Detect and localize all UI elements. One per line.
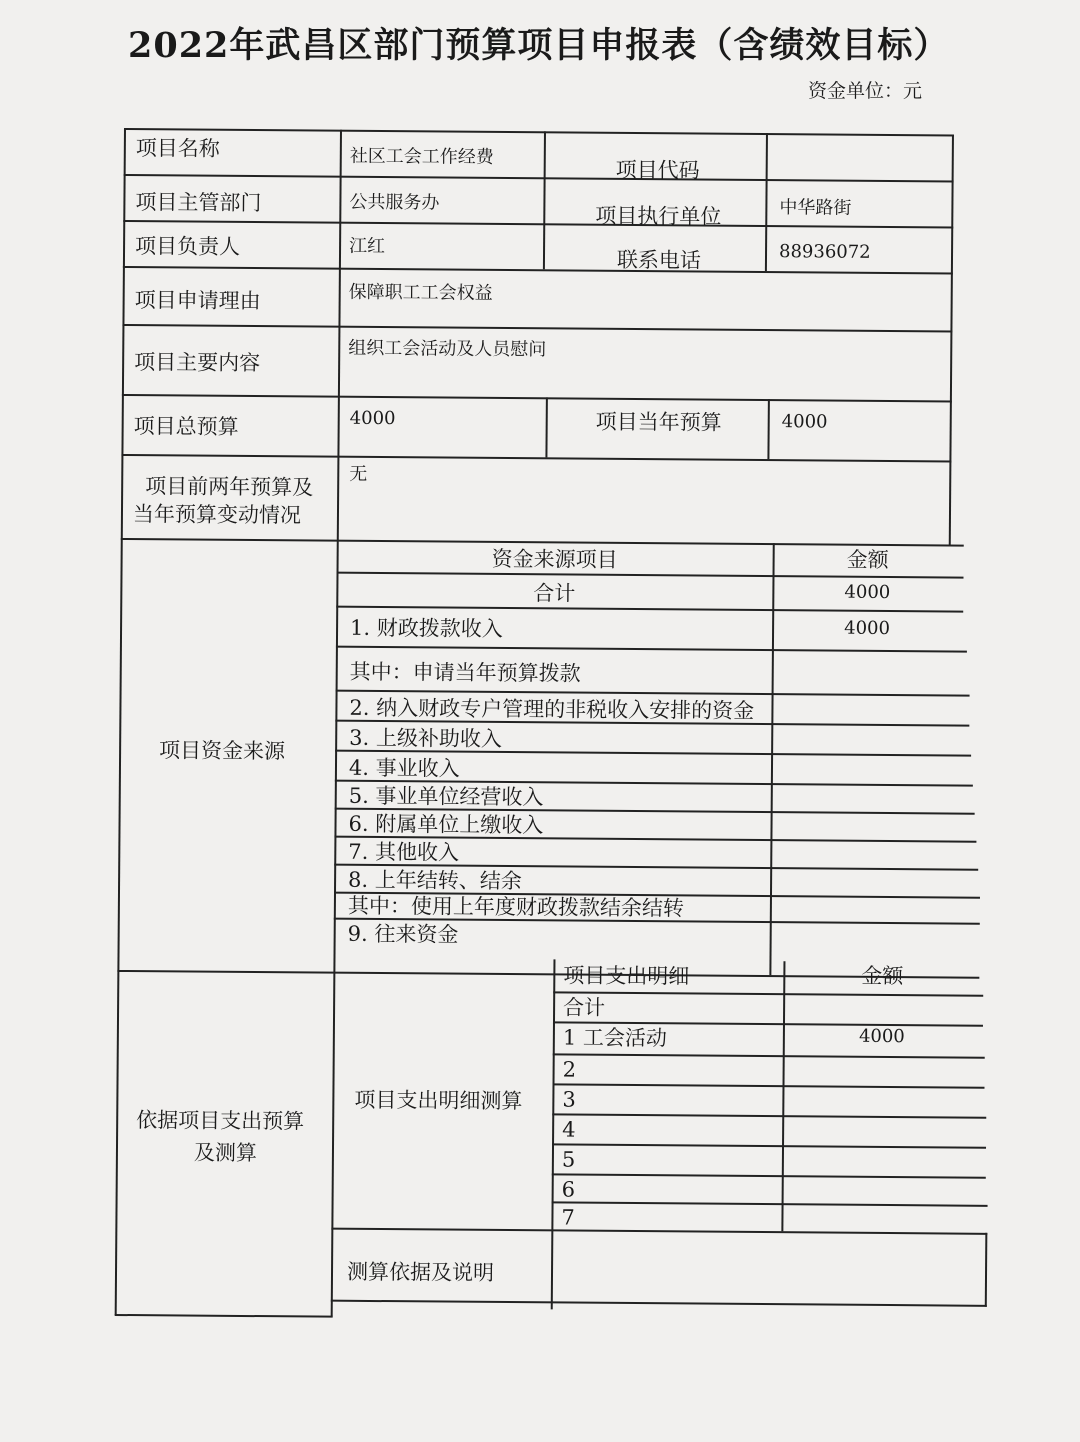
expense-row-label: 6 — [561, 1177, 576, 1202]
funding-row-label: 6. 附属单位上缴收入 — [348, 811, 544, 838]
expense-row-amount: 4000 — [858, 1025, 905, 1048]
funding-row-label: 7. 其他收入 — [348, 839, 460, 865]
phone-value: 88936072 — [778, 241, 871, 263]
content-label: 项目主要内容 — [134, 350, 261, 376]
expense-detail-label: 项目支出明细测算 — [354, 1087, 523, 1114]
currency-unit: 资金单位：元 — [808, 80, 923, 102]
phone-label: 联系电话 — [616, 247, 702, 273]
total-budget-label: 项目总预算 — [133, 414, 239, 439]
prev-budget-value: 无 — [349, 463, 368, 485]
funding-row-amount: 4000 — [844, 581, 891, 604]
funding-row-label: 8. 上年结转、结余 — [348, 867, 522, 894]
basis-label: 测算依据及说明 — [346, 1259, 495, 1285]
funding-row-label: 2. 纳入财政专户管理的非税收入安排的资金 — [349, 695, 755, 723]
funding-row-label: 合计 — [533, 581, 576, 606]
funding-row-amount — [772, 697, 962, 698]
funding-row-amount — [771, 757, 961, 758]
funding-section-label: 项目资金来源 — [159, 738, 286, 764]
funding-header-amount: 金额 — [846, 547, 889, 573]
expense-header-item: 项目支出明细 — [563, 963, 690, 989]
dept-value: 公共服务办 — [349, 191, 440, 214]
reason-value: 保障职工工会权益 — [348, 281, 493, 304]
funding-row-label: 1. 财政拨款收入 — [349, 615, 503, 641]
dept-label: 项目主管部门 — [135, 190, 262, 216]
expense-row-label: 4 — [562, 1117, 576, 1142]
prev-budget-label-1: 项目前两年预算及 — [145, 474, 314, 500]
funding-row-label: 5. 事业单位经营收入 — [348, 783, 544, 810]
year-budget-label: 项目当年预算 — [595, 409, 722, 435]
expense-row-label: 2 — [562, 1057, 577, 1082]
expense-row-label: 3 — [562, 1087, 576, 1112]
expense-row-label: 1 工会活动 — [562, 1025, 668, 1051]
year-budget-value: 4000 — [781, 411, 828, 433]
expense-section-label-1: 依据项目支出预算 — [136, 1108, 305, 1134]
owner-value: 江红 — [348, 235, 386, 258]
prev-budget-label-2: 当年预算变动情况 — [132, 502, 302, 528]
project-name-value: 社区工会工作经费 — [349, 145, 494, 168]
page-title: 2022年武昌区部门预算项目申报表（含绩效目标） — [128, 25, 950, 66]
funding-row-label: 其中：使用上年度财政拨款结余结转 — [347, 893, 684, 921]
owner-label: 项目负责人 — [134, 234, 241, 259]
exec-unit-value: 中华路街 — [779, 197, 852, 219]
funding-row-amount: 4000 — [844, 617, 891, 640]
exec-unit-label: 项目执行单位 — [595, 203, 722, 229]
total-budget-value: 4000 — [349, 407, 396, 430]
expense-row-label: 5 — [561, 1147, 576, 1172]
funding-row-label: 4. 事业收入 — [348, 755, 460, 781]
expense-section-label-2: 及测算 — [193, 1140, 258, 1166]
funding-row-amount — [771, 727, 961, 728]
funding-header-item: 资金来源项目 — [491, 546, 618, 572]
funding-row-amount — [772, 661, 962, 662]
expense-row-label: 7 — [561, 1205, 575, 1230]
funding-row-label: 9. 往来资金 — [347, 921, 459, 947]
funding-row-label: 3. 上级补助收入 — [349, 725, 503, 751]
reason-label: 项目申请理由 — [134, 288, 261, 314]
expense-header-amount: 金额 — [861, 963, 904, 989]
project-name-label: 项目名称 — [135, 136, 220, 161]
project-code-label: 项目代码 — [615, 157, 700, 183]
expense-row-label: 合计 — [563, 995, 606, 1020]
content-value: 组织工会活动及人员慰问 — [348, 337, 547, 361]
funding-row-label: 其中：申请当年预算拨款 — [349, 659, 581, 686]
